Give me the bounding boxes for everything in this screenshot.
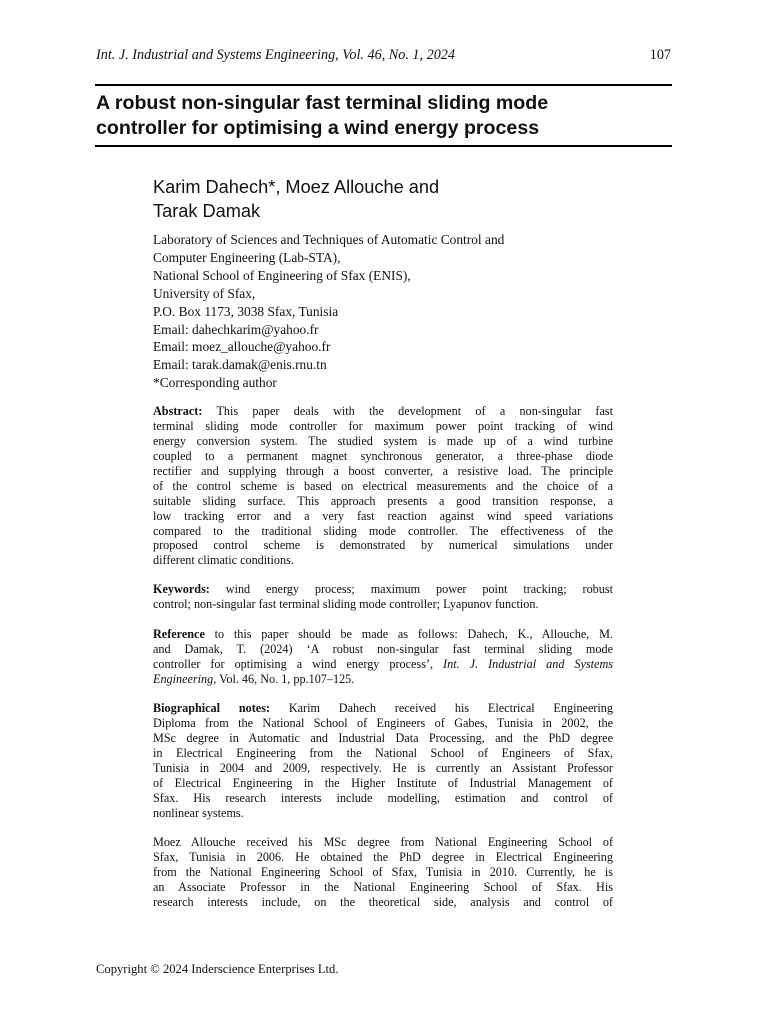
- keywords-first-line: [153, 582, 613, 597]
- paper-title: [96, 91, 686, 141]
- reference-text: to this paper should be made as follows: Dahech, K., Allouche, M.: [204, 627, 613, 641]
- abstract-line: different climatic conditions.: [153, 553, 294, 568]
- author-line: Tarak Damak: [153, 201, 261, 221]
- abstract-line: energy conversion system. The studied system is made up of a wind turbine: [153, 433, 613, 448]
- reference-text: , Vol. 46, No. 1, pp.107–125.: [213, 671, 355, 686]
- page-number: 107: [649, 47, 671, 63]
- reference-first-line: [153, 627, 613, 642]
- bio-line: Sfax. His research interests include modelling, estimation and control of: [153, 790, 613, 805]
- bio-line: Sfax, Tunisia in 2006. He obtained the PhD degree in Electrical Engineering: [153, 849, 613, 864]
- affiliation-block: [153, 231, 623, 392]
- email-line: Email: tarak.damak@enis.rnu.tn: [153, 357, 327, 373]
- bio-line: from the National Engineering School of Sfax, Tunisia in 2010. Currently, he is: [153, 864, 613, 879]
- bio-line: Tunisia in 2004 and 2009, respectively. He is currently an Assistant Professor: [153, 760, 613, 775]
- affiliation-line: University of Sfax,: [153, 285, 256, 301]
- abstract-line: of the control scheme is based on electrical measurements and the choice of a: [153, 478, 613, 493]
- bio-line: research interests include, on the theoretical side, analysis and control of: [153, 894, 613, 909]
- keywords-text: wind energy process; maximum power point tracking; robust: [209, 582, 613, 596]
- title-top-rule: [95, 84, 672, 86]
- reference-journal-name: Engineering: [153, 671, 214, 686]
- abstract-line: coupled to a permanent magnet synchronous generator, a three-phase diode: [153, 448, 613, 463]
- email-line: Email: dahechkarim@yahoo.fr: [153, 321, 319, 337]
- bio-line: MSc degree in Automatic and Industrial Data Processing, and the PhD degree: [153, 730, 613, 745]
- keywords-label: Keywords:: [153, 582, 210, 596]
- bio-line: an Associate Professor in the National Engineering School of Sfax. His: [153, 879, 613, 894]
- keywords-line: control; non-singular fast terminal sliding mode controller; Lyapunov function.: [153, 596, 539, 611]
- abstract-line: compared to the traditional sliding mode controller. The effectiveness of the: [153, 523, 613, 538]
- biographical-notes-allouche: [153, 835, 613, 910]
- reference-line: and Damak, T. (2024) ‘A robust non-singular fast terminal sliding mode: [153, 641, 613, 656]
- abstract-line: proposed control scheme is demonstrated by numerical simulations under: [153, 538, 613, 553]
- biographical-notes-section: [153, 701, 613, 821]
- affiliation-line: Computer Engineering (Lab-STA),: [153, 249, 341, 265]
- reference-text: controller for optimising a wind energy process’,: [153, 656, 444, 671]
- author-list: [153, 175, 633, 223]
- running-header: [96, 47, 671, 67]
- reference-line: [153, 657, 613, 672]
- bio-line: of Electrical Engineering in the Higher Institute of Industrial Management of: [153, 775, 613, 790]
- title-line: controller for optimising a wind energy process: [96, 117, 540, 139]
- title-bottom-rule: [95, 145, 672, 147]
- abstract-text: This paper deals with the development of a non-singular fast: [202, 404, 613, 418]
- abstract-first-line: [153, 404, 613, 419]
- email-line: Email: moez_allouche@yahoo.fr: [153, 339, 331, 355]
- bio-line: in Electrical Engineering from the National School of Engineers of Sfax,: [153, 745, 613, 760]
- keywords-section: [153, 582, 613, 612]
- affiliation-line: National School of Engineering of Sfax (ENIS),: [153, 267, 411, 283]
- corresponding-author-note: *Corresponding author: [153, 375, 277, 391]
- abstract-section: [153, 404, 613, 568]
- abstract-line: low tracking error and a very fast reaction against wind speed variations: [153, 508, 613, 523]
- affiliation-line: P.O. Box 1173, 3038 Sfax, Tunisia: [153, 303, 339, 319]
- abstract-label: Abstract:: [153, 404, 203, 418]
- title-line: A robust non-singular fast terminal sliding mode: [96, 92, 549, 114]
- bio-first-line: [153, 701, 613, 716]
- abstract-line: terminal sliding mode controller for maximum power point tracking of wind: [153, 418, 613, 433]
- bio-line: nonlinear systems.: [153, 805, 244, 820]
- reference-journal-name: Int. J. Industrial and Systems: [443, 656, 613, 671]
- bio-line: Diploma from the National School of Engineers of Gabes, Tunisia in 2002, the: [153, 715, 613, 730]
- reference-line: [153, 672, 613, 687]
- bio-line: Moez Allouche received his MSc degree from National Engineering School of: [153, 835, 613, 849]
- biographical-notes-label: Biographical notes:: [153, 701, 270, 715]
- author-line: Karim Dahech*, Moez Allouche and: [153, 177, 440, 197]
- copyright-notice: Copyright © 2024 Inderscience Enterprises Ltd.: [96, 962, 339, 976]
- abstract-line: rectifier and supplying through a boost converter, a resistive load. The principle: [153, 463, 613, 478]
- affiliation-line: Laboratory of Sciences and Techniques of Automatic Control and: [153, 232, 505, 247]
- bio-text: Karim Dahech received his Electrical Engineering: [270, 701, 613, 715]
- reference-section: [153, 627, 613, 687]
- journal-citation: Int. J. Industrial and Systems Engineering, Vol. 46, No. 1, 2024: [96, 47, 455, 63]
- abstract-line: suitable sliding surface. This approach presents a good transition response, a: [153, 493, 613, 508]
- reference-label: Reference: [153, 627, 205, 641]
